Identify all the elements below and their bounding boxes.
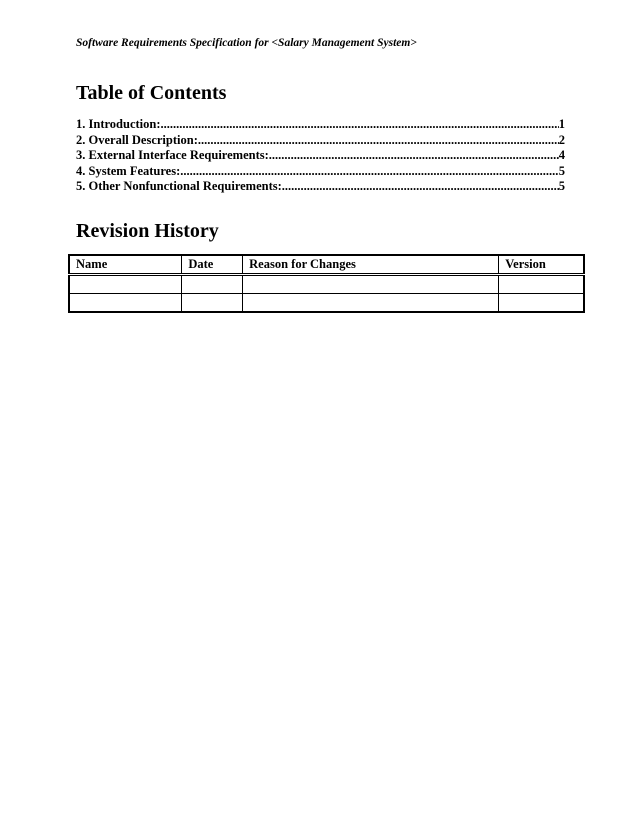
cell-date bbox=[182, 294, 243, 313]
cell-name bbox=[69, 275, 182, 294]
toc-title: Table of Contents bbox=[76, 82, 227, 104]
toc-entry-label: 4. System Features: bbox=[76, 163, 181, 178]
toc-entry-label: 3. External Interface Requirements: bbox=[76, 148, 269, 163]
toc-entry-page: 5 bbox=[558, 163, 565, 178]
revision-history-title: Revision History bbox=[76, 220, 219, 242]
column-header-version: Version bbox=[499, 255, 584, 275]
cell-name bbox=[69, 294, 182, 313]
toc-entry-page: 2 bbox=[558, 132, 565, 147]
cell-version bbox=[499, 275, 584, 294]
toc-entry-system-features[interactable] bbox=[76, 164, 565, 180]
toc-leader-dots bbox=[161, 117, 559, 133]
cell-reason bbox=[243, 294, 499, 313]
toc-leader-dots bbox=[180, 164, 558, 180]
toc-entry-external-interface[interactable] bbox=[76, 148, 565, 164]
column-header-date: Date bbox=[182, 255, 243, 275]
toc-entry-page: 4 bbox=[558, 148, 565, 163]
toc-entry-label: 2. Overall Description: bbox=[76, 132, 198, 147]
revision-history-table bbox=[68, 254, 585, 313]
toc-entry-label: 5. Other Nonfunctional Requirements: bbox=[76, 179, 282, 194]
cell-version bbox=[499, 294, 584, 313]
toc-entry-nonfunctional[interactable] bbox=[76, 179, 565, 195]
table-header-row bbox=[69, 255, 584, 275]
column-header-reason: Reason for Changes bbox=[243, 255, 499, 275]
toc-entry-page: 5 bbox=[558, 179, 565, 194]
toc-leader-dots bbox=[269, 148, 559, 164]
toc-entry-introduction[interactable] bbox=[76, 117, 565, 133]
table-of-contents bbox=[76, 117, 565, 195]
toc-entry-overall-description[interactable] bbox=[76, 133, 565, 149]
running-header: Software Requirements Specification for <Salary Management System> bbox=[76, 37, 417, 49]
toc-entry-label: 1. Introduction: bbox=[76, 117, 161, 131]
table-row bbox=[69, 294, 584, 313]
cell-date bbox=[182, 275, 243, 294]
toc-leader-dots bbox=[282, 179, 559, 195]
toc-entry-page: 1 bbox=[558, 117, 565, 131]
cell-reason bbox=[243, 275, 499, 294]
table-row bbox=[69, 275, 584, 294]
column-header-name: Name bbox=[69, 255, 182, 275]
toc-leader-dots bbox=[198, 133, 559, 149]
